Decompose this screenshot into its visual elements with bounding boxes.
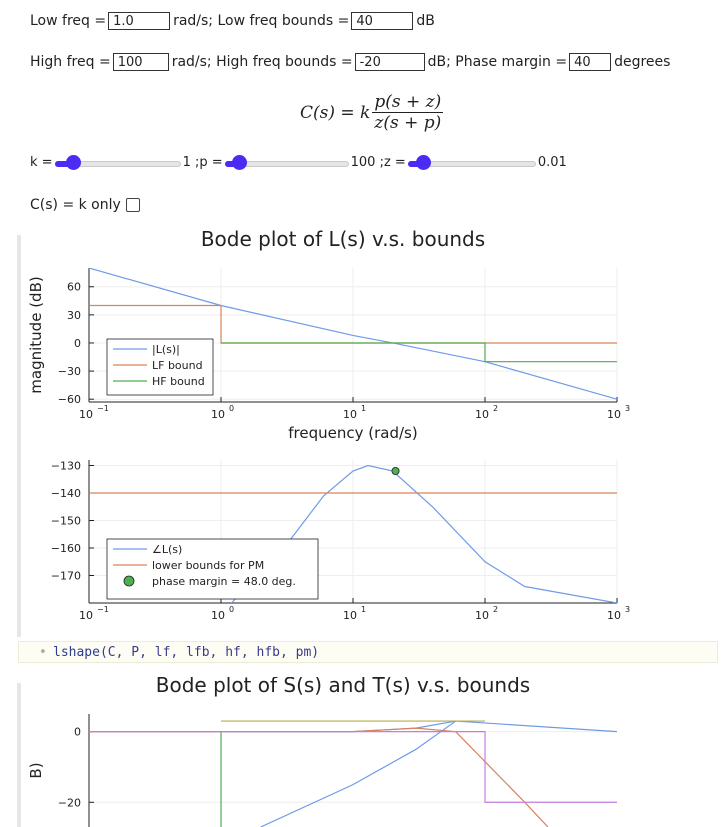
x-axis-label: frequency (rad/s) [288, 424, 418, 442]
p-slider[interactable] [225, 156, 349, 170]
x-tick-label: 10 [211, 609, 225, 622]
y-tick-label: −60 [57, 393, 81, 407]
high-freq-label: High freq = [30, 54, 111, 70]
z-slider-thumb[interactable] [416, 155, 431, 170]
y-tick-label: −130 [50, 459, 81, 473]
x-tick-exponent: 2 [493, 605, 499, 614]
plot-title: Bode plot of S(s) and T(s) v.s. bounds [155, 677, 531, 697]
k-only-label: C(s) = k only [30, 197, 121, 213]
legend-label: ∠L(s) [152, 543, 183, 556]
legend-label: HF bound [152, 375, 205, 388]
y-tick-label: −150 [50, 514, 81, 528]
legend-label: lower bounds for PM [152, 559, 265, 572]
y-axis-label: magnitude (dB) [27, 276, 45, 394]
x-tick-label: 10 [475, 408, 489, 421]
x-tick-exponent: −1 [97, 404, 109, 413]
y-axis-label: B) [27, 762, 45, 779]
x-tick-exponent: 0 [229, 605, 235, 614]
phase-margin-marker [392, 467, 399, 474]
y-tick-label: −30 [57, 365, 81, 379]
plot-title: Bode plot of L(s) v.s. bounds [200, 228, 486, 251]
x-tick-label: 10 [79, 408, 93, 421]
p-readout: 100 ;z = [350, 155, 406, 170]
p-slider-thumb[interactable] [232, 155, 247, 170]
x-tick-exponent: −1 [97, 605, 109, 614]
x-tick-label: 10 [211, 408, 225, 421]
x-tick-label: 10 [475, 609, 489, 622]
low-freq-unit-label: rad/s; Low freq bounds = [173, 13, 350, 29]
x-tick-exponent: 3 [625, 404, 631, 413]
low-freq-row [30, 12, 435, 30]
phase-bode-plot [0, 450, 723, 630]
y-tick-label: 60 [67, 280, 81, 294]
low-freq-label: Low freq = [30, 13, 107, 29]
formula-lhs: C(s) = k [300, 102, 371, 123]
z-slider[interactable] [408, 156, 536, 170]
x-tick-label: 10 [607, 609, 621, 622]
series-line [261, 721, 456, 827]
y-tick-label: 0 [74, 336, 81, 350]
y-tick-label: −160 [50, 542, 81, 555]
x-tick-label: 10 [343, 408, 357, 421]
low-freq-bounds-input[interactable]: 40 [351, 12, 413, 30]
z-readout: 0.01 [537, 155, 567, 170]
low-freq-input[interactable]: 1.0 [108, 12, 170, 30]
series-line [221, 343, 617, 362]
high-bounds-unit-label: dB; Phase margin = [427, 54, 568, 70]
x-tick-label: 10 [343, 609, 357, 622]
high-freq-input[interactable]: 100 [113, 53, 169, 71]
x-tick-exponent: 3 [625, 605, 631, 614]
y-tick-label: −170 [50, 569, 81, 583]
phase-margin-input[interactable]: 40 [569, 53, 611, 71]
pm-unit-label: degrees [614, 54, 671, 70]
k-readout: 1 ;p = [182, 155, 223, 170]
high-freq-unit-label: rad/s; High freq bounds = [171, 54, 353, 70]
low-bounds-unit-label: dB [416, 13, 435, 29]
y-tick-label: 0 [74, 725, 81, 739]
sensitivity-bode-plot [0, 677, 723, 827]
formula-fraction [372, 92, 443, 133]
k-label: k = [30, 155, 53, 170]
series-line [89, 728, 548, 827]
code-arguments: (C, P, lf, lfb, hf, hfb, pm) [99, 645, 320, 660]
series-line [89, 732, 617, 803]
legend-label: phase margin = 48.0 deg. [152, 575, 296, 588]
cell-handle-icon[interactable]: • [39, 645, 47, 660]
y-tick-label: −140 [50, 487, 81, 500]
x-tick-exponent: 1 [361, 605, 367, 614]
k-slider-thumb[interactable] [66, 155, 81, 170]
code-cell[interactable] [18, 641, 718, 663]
slider-row [30, 155, 567, 170]
k-only-row [30, 197, 140, 213]
high-freq-bounds-input[interactable]: -20 [355, 53, 425, 71]
k-slider[interactable] [55, 156, 181, 170]
legend-label: LF bound [152, 359, 203, 372]
k-only-checkbox[interactable] [126, 198, 140, 212]
y-tick-label: −20 [57, 796, 81, 810]
x-tick-exponent: 2 [493, 404, 499, 413]
high-freq-row [30, 53, 670, 71]
legend-label: |L(s)| [152, 343, 180, 356]
x-tick-exponent: 0 [229, 404, 235, 413]
x-tick-exponent: 1 [361, 404, 367, 413]
formula-numerator: p(s + z) [374, 92, 442, 112]
y-tick-label: 30 [67, 308, 81, 322]
x-tick-label: 10 [79, 609, 93, 622]
series-line [89, 721, 617, 732]
legend-marker [124, 576, 134, 586]
code-function: lshape [53, 645, 100, 660]
x-tick-label: 10 [607, 408, 621, 421]
formula-denominator: z(s + p) [374, 113, 442, 133]
controller-formula [300, 92, 443, 133]
